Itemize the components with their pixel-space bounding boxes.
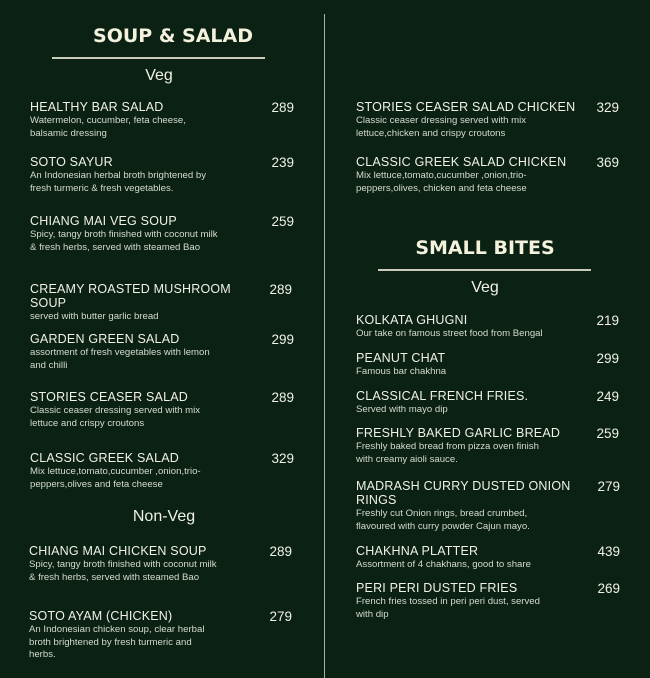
menu-item	[30, 390, 294, 430]
menu-item	[356, 544, 620, 572]
item-price: 439	[597, 544, 620, 559]
item-price: 269	[597, 581, 620, 596]
item-name: CLASSICAL FRENCH FRIES.	[356, 389, 529, 403]
menu-item	[356, 155, 619, 195]
item-description: French fries tossed in peri peri dust, served with dip	[356, 596, 540, 620]
menu-item	[356, 389, 619, 417]
section-title-small-bites: SMALL BITES	[415, 237, 555, 259]
item-price: 289	[271, 390, 294, 405]
section-title-soup-salad: SOUP & SALAD	[93, 25, 253, 47]
menu-item	[356, 351, 619, 379]
menu-item	[30, 214, 294, 254]
item-name: PEANUT CHAT	[356, 351, 446, 365]
item-description: Our take on famous street food from Bengal	[356, 328, 543, 339]
item-price: 289	[269, 282, 292, 297]
item-description: Classic ceaser dressing served with mix lettuce and crispy croutons	[30, 405, 201, 429]
item-name: CHIANG MAI CHICKEN SOUP	[29, 544, 207, 558]
menu-item	[356, 100, 619, 140]
item-description: Assortment of 4 chakhans, good to share	[356, 559, 531, 570]
item-price: 289	[269, 544, 292, 559]
item-description: Watermelon, cucumber, feta cheese, balsamic dressing	[30, 115, 186, 139]
item-description: An Indonesian herbal broth brightened by fresh turmeric & fresh vegetables.	[30, 170, 207, 194]
item-description: Mix lettuce,tomato,cucumber ,onion,trio-peppers,olives, chicken and feta cheese	[356, 170, 527, 194]
item-price: 259	[271, 214, 294, 229]
item-name: SOTO SAYUR	[30, 155, 113, 169]
item-name: GARDEN GREEN SALAD	[30, 332, 180, 346]
item-description: served with butter garlic bread	[30, 311, 159, 322]
item-name: SOTO AYAM (CHICKEN)	[29, 609, 173, 623]
item-price: 329	[271, 451, 294, 466]
item-price: 369	[596, 155, 619, 170]
title-underline	[378, 269, 591, 271]
menu-item	[356, 313, 619, 341]
subheading-veg: Veg	[471, 279, 499, 296]
item-name: HEALTHY BAR SALAD	[30, 100, 164, 114]
item-description: Spicy, tangy broth finished with coconut milk & fresh herbs, served with steamed Bao	[30, 229, 218, 253]
item-name: STORIES CEASER SALAD	[30, 390, 188, 404]
item-price: 249	[596, 389, 619, 404]
item-price: 289	[271, 100, 294, 115]
title-underline	[52, 57, 265, 59]
item-name: STORIES CEASER SALAD CHICKEN	[356, 100, 576, 114]
item-name: CLASSIC GREEK SALAD	[30, 451, 179, 465]
subheading-non-veg: Non-Veg	[132, 508, 196, 525]
item-name: KOLKATA GHUGNI	[356, 313, 468, 327]
item-description: Mix lettuce,tomato,cucumber ,onion,trio-peppers,olives and feta cheese	[30, 466, 201, 490]
item-name: CHAKHNA PLATTER	[356, 544, 479, 558]
menu-item	[356, 581, 620, 621]
item-name: CREAMY ROASTED MUSHROOM SOUP	[30, 282, 231, 310]
item-description: assortment of fresh vegetables with lemon and chilli	[30, 347, 210, 371]
item-price: 259	[596, 426, 619, 441]
item-price: 299	[271, 332, 294, 347]
item-name: PERI PERI DUSTED FRIES	[356, 581, 518, 595]
menu-item	[30, 332, 294, 372]
item-price: 329	[596, 100, 619, 115]
item-price: 219	[596, 313, 619, 328]
menu-item	[29, 609, 292, 662]
item-description: Famous bar chakhna	[356, 366, 447, 377]
subheading-veg: Veg	[145, 67, 173, 84]
item-name: FRESHLY BAKED GARLIC BREAD	[356, 426, 561, 440]
item-description: Served with mayo dip	[356, 404, 448, 415]
menu-item	[30, 282, 292, 324]
item-price: 279	[597, 479, 620, 494]
item-description: Freshly cut Onion rings, bread crumbed, flavoured with curry powder Cajun mayo.	[356, 508, 530, 532]
menu-item	[356, 426, 619, 466]
item-description: Freshly baked bread from pizza oven finish with creamy aioli sauce.	[356, 441, 539, 465]
item-description: An Indonesian chicken soup, clear herbal broth brightened by fresh turmeric and herbs.	[29, 624, 205, 660]
item-price: 299	[596, 351, 619, 366]
item-description: Spicy, tangy broth finished with coconut milk & fresh herbs, served with steamed Bao	[29, 559, 217, 583]
menu-item	[30, 451, 294, 491]
item-description: Classic ceaser dressing served with mix lettuce,chicken and crispy croutons	[356, 115, 527, 139]
menu-item	[356, 479, 620, 533]
menu-item	[30, 155, 294, 195]
menu-item	[29, 544, 292, 584]
item-name: CHIANG MAI VEG SOUP	[30, 214, 177, 228]
item-name: CLASSIC GREEK SALAD CHICKEN	[356, 155, 567, 169]
column-divider	[324, 14, 325, 678]
menu-item	[30, 100, 294, 140]
item-price: 239	[271, 155, 294, 170]
item-price: 279	[269, 609, 292, 624]
item-name: MADRASH CURRY DUSTED ONION RINGS	[356, 479, 571, 507]
